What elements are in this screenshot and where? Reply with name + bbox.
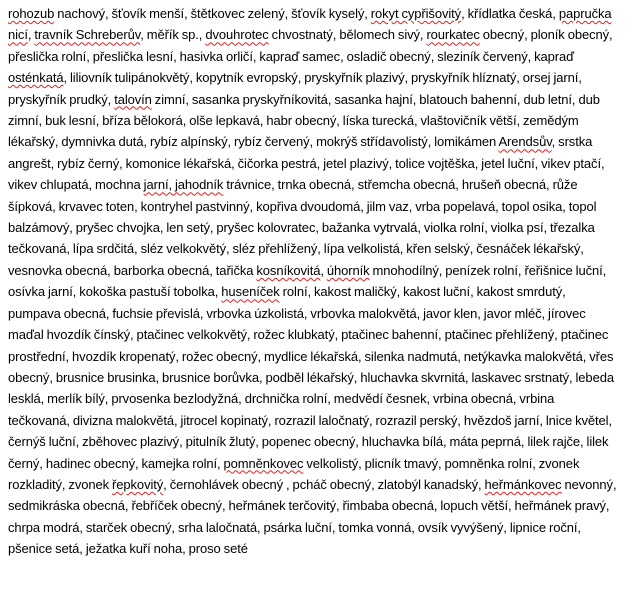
text-run: , srstka angrešt, rybíz černý, komonice lékařská, čičorka pestrá, jetel plazivý, tolice vojtěška, jetel luční, vikev ptačí, vikev chlupatá, mochna xyxy=(8,134,605,193)
body-paragraph xyxy=(8,3,618,560)
misspelled-word: rohozub xyxy=(8,6,55,21)
misspelled-word: rourkatec xyxy=(426,27,480,43)
text-run: , liliovník tulipánokvětý, kopytník evropský, pryskyřník plazivý, pryskyřník hlíznatý, orsej jarní, pryskyřník prudký, xyxy=(8,70,582,107)
misspelled-word: pomněnkovec xyxy=(223,455,304,471)
misspelled-word: Arendsův xyxy=(498,134,552,150)
misspelled-word: jarní, jahodník xyxy=(143,177,224,193)
misspelled-word: úhorník xyxy=(326,262,370,278)
misspelled-word: osténkatá xyxy=(8,70,64,86)
text-run: , xyxy=(27,27,35,43)
text-run: nachový, šťovík menší, štětkovec zelený, šťovík kyselý, xyxy=(54,6,371,21)
misspelled-word: rokyt cypřišovitý xyxy=(370,6,462,21)
text-run: obecný, ploník obecný, přeslička rolní, přeslička lesní, hasivka orličí, kapraď samec, osladič obecný, sleziník červený, kapraď xyxy=(8,27,613,64)
text-run: , měřík sp., xyxy=(140,27,206,43)
text-run: rolní, kakost maličký, kakost luční, kakost smrdutý, pumpava obecná, fuchsie převislá, vrbovka úzkolistá, vrbovka malokvětá, javor klen, javor mléč, jírovec maďal hvozdík čínský, ptačinec velkokvětý, rožec klubkatý, ptačinec bahenní, ptačinec přehlížený, ptačinec prostřední, hvozdík kropenatý, rožec obecný, mydlice lékařská, silenka nadmutá, netýkavka malokvětá, vřes obecný, brusnice brusinka, brusnice borůvka, podběl lékařský, hluchavka skvrnitá, laskavec srstnatý, lebeda lesklá, merlík bílý, prvosenka bezlodyžná, drchnička rolní, medvědí česnek, vrbina obecná, vrbina tečkovaná, divizna malokvětá, jitrocel kopinatý, rozrazil laločnatý, rozrazil perský, hvězdoš jarní, lnice květel, černýš luční, zběhovec plazivý, pitulník žlutý, popenec obecný, hluchavka bílá, máta peprná, lilek rajče, lilek černý, hadinec obecný, kamejka rolní, xyxy=(8,284,614,471)
misspelled-word: talovín xyxy=(114,91,152,107)
text-run: , černohlávek obecný , pcháč obecný, zlatobýl kanadský, xyxy=(163,476,485,492)
misspelled-word: kosníkovitá xyxy=(256,262,321,278)
text-run: mnohodílný, penízek rolní, řeřišnice luční, osívka jarní, kokoška pastuší tobolka, xyxy=(8,262,607,300)
text-run: trávnice, trnka obecná, střemcha obecná, hrušeň obecná, růže šípková, krvavec toten, kontryhel pastvinný, kopřiva dvoudomá, jilm vaz, vrba popelavá, topol osika, topol balzámový, pryšec chvojka, len setý, pryšec kolovratec, bažanka vytrvalá, violka rolní, violka psí, třezalka tečkovaná, lípa srdčitá, sléz velkokvětý, sléz přehlížený, lípa velkolistá, křen selský, česnáček lékařský, vesnovka obecná, barborka obecná, tařička xyxy=(8,177,597,278)
text-run: chvostnatý, bělomech sivý, xyxy=(268,27,427,43)
misspelled-word: heřmánkovec xyxy=(484,476,562,492)
misspelled-word: řepkovitý xyxy=(112,476,164,492)
misspelled-word: dvouhrotec xyxy=(205,27,269,43)
misspelled-word: huseníček xyxy=(221,284,280,300)
text-run: , křídlatka česká, xyxy=(461,6,559,21)
misspelled-word: travník Schreberův xyxy=(34,27,141,43)
text-run: , xyxy=(320,262,327,278)
text-run: nevonný, sedmikráska obecná, řebříček obecný, heřmánek terčovitý, řimbaba obecná, lopuch větší, heřmánek pravý, chrpa modrá, starček obecný, srha laločnatá, psárka luční, tomka vonná, ovsík vyvýšený, lipnice roční, pšenice setá, ježatka kuří noha, proso seté xyxy=(8,476,617,557)
text-run: zimní, sasanka pryskyřníkovitá, sasanka hajní, blatouch bahenní, dub letní, dub zimní, buk lesní, bříza bělokorá, olše lepkavá, habr obecný, líska turecká, vlaštovičník větší, zemědým lékařský, dymnivka dutá, rybíz alpínský, rybíz červený, mokrýš střídavolistý, lomikámen xyxy=(8,91,600,150)
misspelled-word: papručka nicí xyxy=(8,6,612,43)
text-run: velkolistý, plicník tmavý, pomněnka rolní, zvonek rozkladitý, zvonek xyxy=(8,455,580,492)
